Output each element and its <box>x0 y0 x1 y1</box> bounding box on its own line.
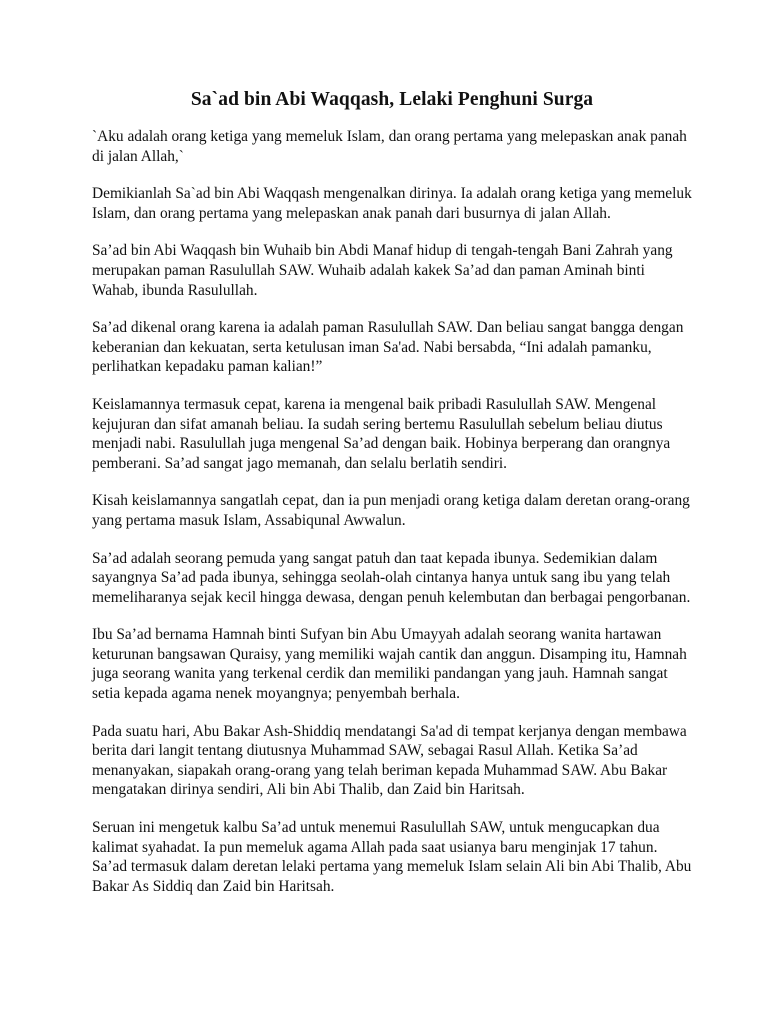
paragraph-7: Sa’ad adalah seorang pemuda yang sangat patuh dan taat kepada ibunya. Sedemikian dalam sayangnya Sa’ad pada ibunya, sehingga seolah-olah cintanya hanya untuk sang ibu yang telah memeliharanya sejak kecil hingga dewasa, dengan penuh kelembutan dan berbagai pengorbanan. <box>92 549 691 606</box>
document-title: Sa`ad bin Abi Waqqash, Lelaki Penghuni Surga <box>190 89 594 110</box>
paragraph-10: Seruan ini mengetuk kalbu Sa’ad untuk menemui Rasulullah SAW, untuk mengucapkan dua kalimat syahadat. Ia pun memeluk agama Allah pada saat usianya baru menginjak 17 tahun. Sa’ad termasuk dalam deretan lelaki pertama yang memeluk Islam selain Ali bin Abi Thalib, Abu Bakar As Siddiq dan Zaid bin Haritsah. <box>92 819 692 895</box>
paragraph-9: Pada suatu hari, Abu Bakar Ash-Shiddiq mendatangi Sa'ad di tempat kerjanya dengan membawa berita dari langit tentang diutusnya Muhammad SAW, sebagai Rasul Allah. Ketika Sa’ad menanyakan, siapakah orang-orang yang telah beriman kepada Muhammad SAW. Abu Bakar mengatakan dirinya sendiri, Ali bin Abi Thalib, dan Zaid bin Haritsah. <box>92 722 687 799</box>
paragraph-8: Ibu Sa’ad bernama Hamnah binti Sufyan bin Abu Umayyah adalah seorang wanita hartawan keturunan bangsawan Quraisy, yang memiliki wajah cantik dan anggun. Disamping itu, Hamnah juga seorang wanita yang terkenal cerdik dan memiliki pandangan yang jauh. Hamnah sangat setia kepada agama nenek moyangnya; penyembah berhala. <box>92 626 687 703</box>
paragraph-5: Keislamannya termasuk cepat, karena ia mengenal baik pribadi Rasulullah SAW. Mengenal kejujuran dan sifat amanah beliau. Ia sudah sering bertemu Rasulullah sebelum beliau diutus menjadi nabi. Rasulullah juga mengenal Sa’ad dengan baik. Hobinya berperang dan orangnya pemberani. Sa’ad sangat jago memanah, dan selalu berlatih sendiri. <box>92 395 671 472</box>
paragraph-1: `Aku adalah orang ketiga yang memeluk Islam, dan orang pertama yang melepaskan anak panah di jalan Allah,` <box>92 128 687 165</box>
paragraph-3: Sa’ad bin Abi Waqqash bin Wuhaib bin Abdi Manaf hidup di tengah-tengah Bani Zahrah yang merupakan paman Rasulullah SAW. Wuhaib adalah kakek Sa’ad dan paman Aminah binti Wahab, ibunda Rasulullah. <box>92 242 673 299</box>
document-page <box>92 86 692 914</box>
paragraph-6: Kisah keislamannya sangatlah cepat, dan ia pun menjadi orang ketiga dalam deretan orang-orang yang pertama masuk Islam, Assabiqunal Awwalun. <box>92 492 690 529</box>
paragraph-2: Demikianlah Sa`ad bin Abi Waqqash mengenalkan dirinya. Ia adalah orang ketiga yang memeluk Islam, dan orang pertama yang melepaskan anak panah dari busurnya di jalan Allah. <box>92 185 692 222</box>
paragraph-4: Sa’ad dikenal orang karena ia adalah paman Rasulullah SAW. Dan beliau sangat bangga dengan keberanian dan kekuatan, serta ketulusan iman Sa'ad. Nabi bersabda, “Ini adalah pamanku, perlihatkan kepadaku paman kalian!” <box>92 319 684 376</box>
